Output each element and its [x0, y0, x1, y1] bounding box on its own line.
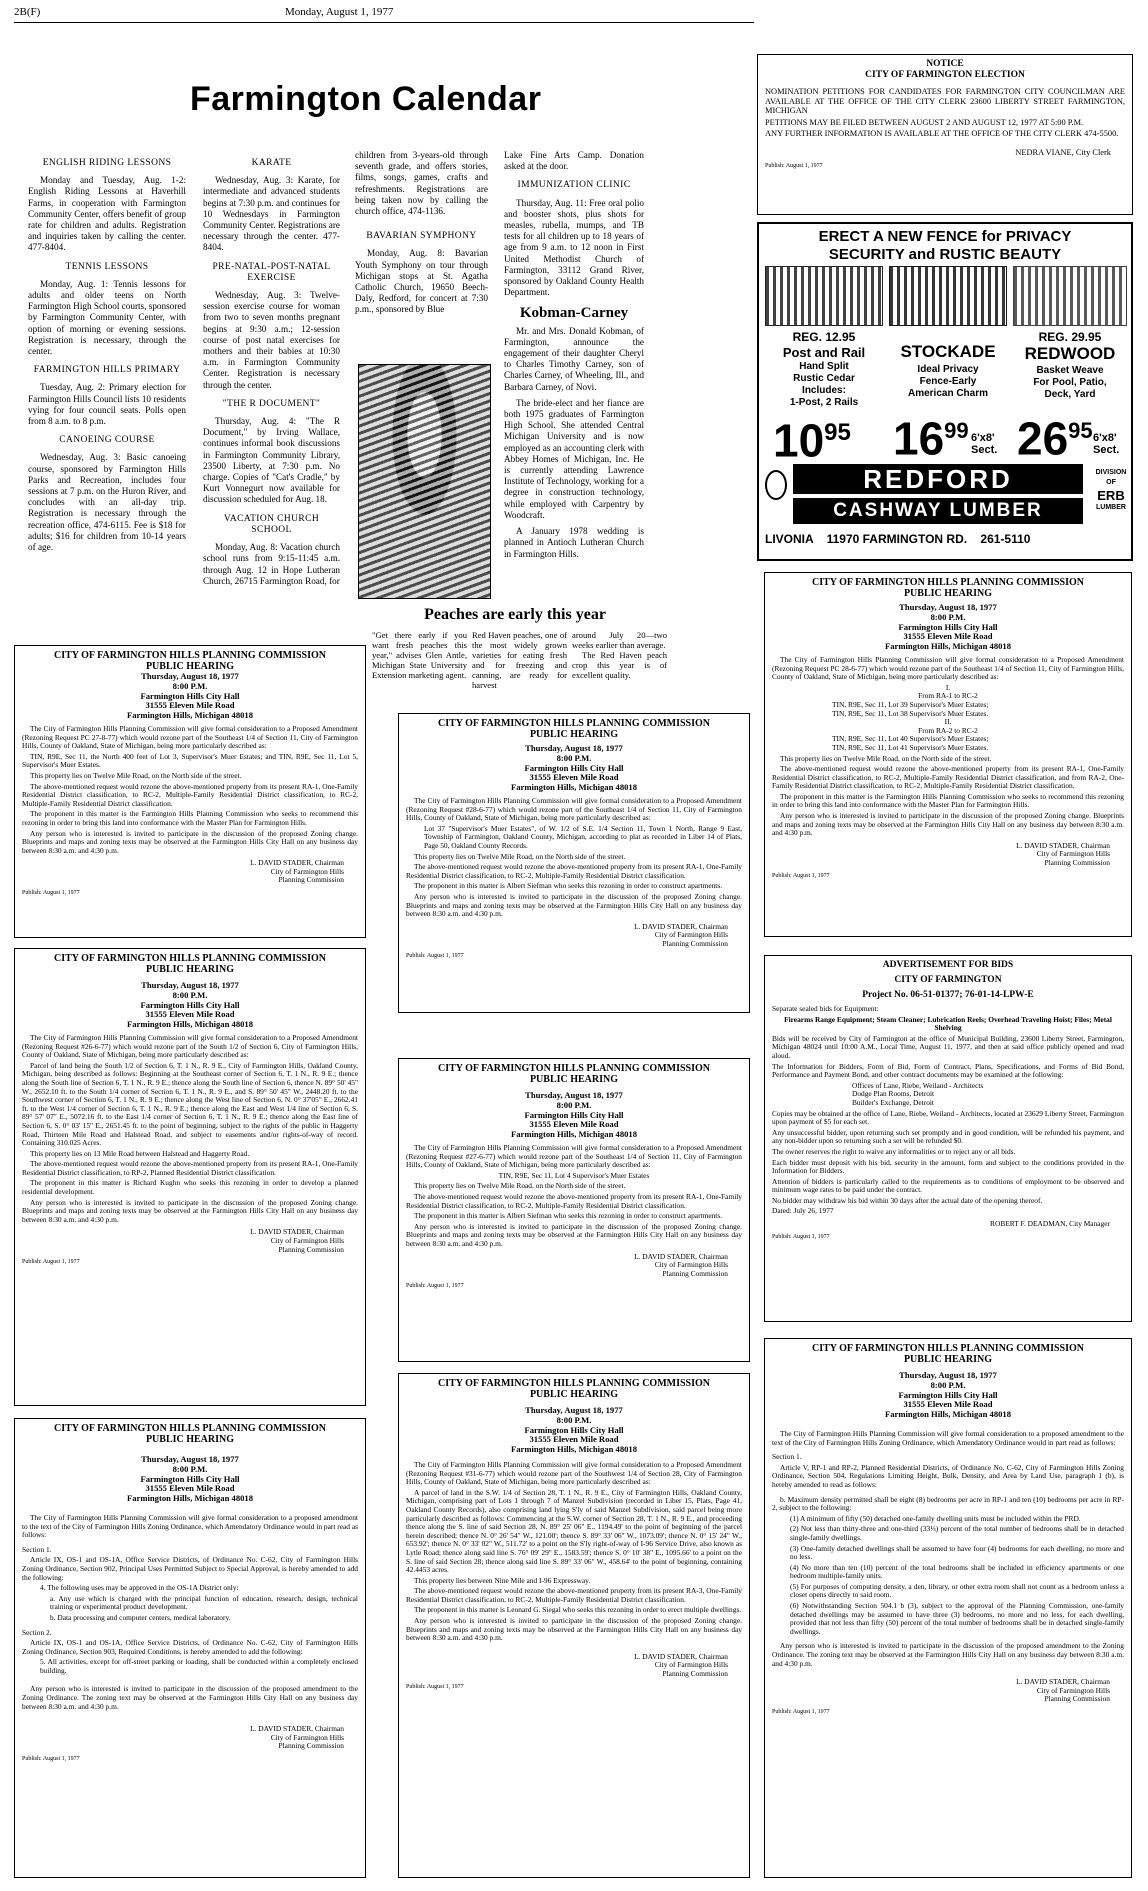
bids-p5: Any unsuccessful bidder, upon returning such set promptly and in good condition, will be refunded his payment, and any non-bidder upon so returning such a set will be refunded $0.	[772, 1127, 1124, 1146]
ph2-city: Farmington Hills, Michigan 48018	[510, 782, 638, 793]
ph1-sig-2: City of Farmington Hills	[270, 866, 344, 876]
bids-p0b: Firearms Range Equipment; Steam Cleaner; Lubrication Reels; Overhead Traveling Hoist; Files; Metal Shelving	[784, 1014, 1112, 1033]
ph6-p3b: b. Data processing and computer centers, medical laboratory.	[50, 1612, 231, 1622]
item2-size-text: 6'x8'	[971, 432, 995, 444]
ph4-date: Thursday, August 18, 1977	[141, 980, 239, 990]
heading-primary: FARMINGTON HILLS PRIMARY	[33, 365, 181, 376]
ph6-p6: Any person who is interested is invited to participate in the discussion of the proposed amendment to the Zoning Ordinance. The zoning text may be observed at the Farmington Hills City Hall on any business day between 8:30 a.m. and 4:30 p.m.	[22, 1684, 358, 1711]
ph4-signature	[22, 1228, 344, 1254]
ph8-i2: (2) Not less than thirty-three and one-third (33⅓) percent of the total number of bedrooms shall be in detached single-family dwellings.	[790, 1524, 1124, 1542]
ph3-list-1b	[832, 701, 1124, 718]
ph8-p2: Article V, RP-1 and RP-2, Planned Residential Districts, of Ordinance No. C-62, City of Farmington Hills Zoning Ordinance, Section 504, Regulations Limiting Height, Bulk, Density, and Area by Land Use, paragraph 1 (b), is hereby amended to read as follows:	[772, 1462, 1124, 1489]
ad-address-line	[765, 532, 1030, 546]
ph7-sig-1: L. DAVID STADER, Chairman	[634, 1651, 728, 1661]
item2-name: STOCKADE	[900, 342, 996, 361]
brand-subname: CASHWAY LUMBER	[793, 498, 1083, 524]
ad-headline-1: ERECT A NEW FENCE for PRIVACY	[818, 228, 1072, 245]
ph7-time: 8:00 P.M.	[556, 1414, 592, 1425]
item2-price-cents: 99	[944, 418, 969, 443]
ph7-p6: Any person who is interested is invited to participate in the discussion of the proposed Zoning change. Blueprints and maps and zoning texts may be observed at the Farmington Hills City Hall on any business day between 8:30 a.m. and 4:30 p.m.	[406, 1616, 742, 1643]
item3-desc	[1013, 365, 1127, 401]
ad-headline-2: SECURITY and RUSTIC BEAUTY	[828, 246, 1062, 263]
calendar-column-1	[28, 150, 186, 645]
ph7-p2: A parcel of land in the S.W. 1/4 of Section 28, T. 1 N., R. 9 E., City of Farmington Hills, Oakland County, Michigan, comprising part of Lots 1 through 7 of Manzel Subdivision (recorded in Liber 15, Plats, Page 41, Oakland County Records), also comprising land lying S'ly of said Manzel Subdivision, said parcel being more particularly described as follows: Commencing at the S.W. corner of Section 28, T. 1 N., R. 9 E., and proceeding thence along the S. line of said Section 28, N. 89° 25' 06" E., 1194.49' to the point of beginning of the parcel herein described; thence N. 0° 26' 54" W., 121.00'; thence S. 89° 33' 06" W., 1073.09'; thence N. 0° 15' 24" W., 653.92'; thence N. 0° 33' 02" W., 511.72' to a point on the S'ly right-of-way of I-96 Service Drive, also known as Lytle Road; thence along said line S. 76° 09' 29" E., 1583.59'; thence S. 0° 10' 38" E., 1095.66' to a point on the S. line of said Section 28; thence along said line S. 89° 33' 06" W., 458.64' to the point of beginning, containing 42.4453 acres.	[406, 1487, 742, 1575]
heading-tennis: TENNIS LESSONS	[65, 261, 149, 272]
heading-bavarian: BAVARIAN SYMPHONY	[366, 231, 477, 242]
bids-p4: Copies may be obtained at the office of Lane, Riebe, Weiland - Architects, located at 23629 Liberty Street, Farmington upon payment of $5 for each set.	[772, 1108, 1124, 1127]
stockade-picture	[889, 266, 1007, 326]
item3-desc-2: For Pool, Patio,	[1033, 377, 1107, 388]
item-prenatal: Wednesday, Aug. 3: Twelve-session exercise course for woman from two to seven months pregnant begins at 9:30 a.m.; 12-session course of post natal exercises for mothers and their babies at 10:30 a.m. in Farmington Community Center. Registration is necessary through the center.	[203, 290, 340, 390]
ph2-sig-2: City of Farmington Hills	[654, 930, 728, 940]
ph1-subtitle: PUBLIC HEARING	[145, 661, 235, 672]
item1-desc-3: Includes:	[802, 385, 846, 396]
ph2-sig-1: L. DAVID STADER, Chairman	[634, 921, 728, 931]
ph8-sig-2: City of Farmington Hills	[1036, 1685, 1110, 1695]
calendar-column-2	[203, 150, 340, 645]
ph2-signature	[406, 923, 728, 949]
bids-p1: Bids will be received by City of Farmington at the office of Municipal Building, 23600 Liberty Street, Farmington, Michigan 48024 until 10:00 A.M., Local Time, August 11, 1977, and then at said office publicly opened and read aloud.	[772, 1033, 1124, 1060]
ph7-publish: Publish: August 1, 1977	[406, 1683, 464, 1690]
engagement-photo	[358, 364, 491, 599]
ph8-i4: (4) No more than ten (10) percent of the total bedrooms shall be included in efficiency apartments or one bedroom multiple-family units.	[790, 1562, 1124, 1581]
ph1-p2: TIN, R9E, Sec 11, the North 400 feet of Lot 3, Supervisor's Muer Estates; and TIN, R9E, Sec 11, Lot 5, Supervisor's Muer Estates.	[22, 751, 358, 770]
ph8-sig-1: L. DAVID STADER, Chairman	[1016, 1677, 1110, 1687]
item3-desc-1: Basket Weave	[1036, 365, 1104, 376]
item2-desc-1: Ideal Privacy	[917, 364, 979, 375]
ph6-p2: Article IX, OS-1 and OS-1A, Office Service Districts, of Ordinance No. C-62, City of Farmington Hills Zoning Ordinance, Section 902, Principal Uses Permitted Subject to Special Approval, is hereby amended to add the following:	[22, 1555, 358, 1582]
ph4-subtitle: PUBLIC HEARING	[145, 964, 235, 975]
ph5-publish: Publish: August 1, 1977	[406, 1283, 464, 1290]
item1-price-dollars: 10	[773, 414, 825, 464]
division-1: DIVISION	[1095, 469, 1127, 476]
ph8-title: CITY OF FARMINGTON HILLS PLANNING COMMISSION	[812, 1343, 1084, 1354]
item1-desc	[765, 361, 883, 409]
ph6-subtitle: PUBLIC HEARING	[145, 1434, 235, 1445]
ph4-p3: This property lies on 13 Mile Road between Halstead and Haggerty Road.	[30, 1148, 250, 1158]
item3-size	[1093, 432, 1119, 456]
heading-vbs: VACATION CHURCH SCHOOL	[223, 513, 320, 535]
public-hearing-7	[398, 1373, 750, 1878]
ph3-p3: This property lies on Twelve Mile Road, on the North side of the street.	[780, 753, 992, 763]
peaches-headline: Peaches are early this year	[424, 606, 606, 623]
ph6-place: Farmington Hills City Hall	[140, 1473, 240, 1484]
item2-price	[893, 408, 969, 461]
ph6-p5: 5. All activities, except for off-street parking or loading, shall be conducted within a completely enclosed building.	[40, 1657, 358, 1675]
ph2-p2: Lot 37 "Supervisor's Muer Estates", of W. 1/2 of S.E. 1/4 Section 11, Town 1 North, Range 9 East, Township of Farmington, Oakland County, Michigan, according to plat as recorded in Liber 14 of Plats, Page 50, Oakland County Records.	[424, 823, 742, 850]
heading-kobman-carney: Kobman-Carney	[519, 305, 629, 322]
item3-desc-3: Deck, Yard	[1044, 389, 1096, 400]
ph4-sig-3: Planning Commission	[278, 1244, 344, 1254]
ph3-p6: Any person who is interested is invited to participate in the discussion of the proposed Zoning change. Blueprints and maps and zoning texts may be observed at the Farmington Hills City Hall on any business day between 8:30 a.m. and 4:30 p.m.	[772, 811, 1124, 838]
bids-locations	[852, 1082, 1124, 1108]
ph3-p4: The above-mentioned request would rezone the above-mentioned property from its present RA-1, One-Family Residential District classification, to RC-2, Multiple-Family Residential District classification, and from RA-2, One-Family Residential District classification, to RC-2, Multiple-Family Residential District classification.	[772, 764, 1124, 791]
ph5-p4: The above-mentioned request would rezone the above-mentioned property from its present RA-1, One-Family Residential District classification, to RC-2, Multiple-Family Residential District classification.	[406, 1191, 742, 1210]
ph4-p2: Parcel of land being the South 1/2 of Section 6, T. 1 N., R. 9 E., City of Farmington Hills, Oakland County, Michigan, being described as follows: Beginning at the Southeast corner of Section 6, T. 1 N., R. 9 E.; thence along the South line of Section 6, T. 1 N., R. 9 E.; thence along the South line of Section 6, thence N. 89° 50' 45" W., 2652.10 ft. to the South 1/4 corner of Section 6, T. 1 N., R. 9 E., and S. 89° 50' 45" W., 2448.20 ft. to the Southwest corner of Section 6, T. 1 N., R. 9 E.; thence along the West line of Section 6, N. 0° 37'05" E., 2662.41 ft. to the West 1/4 corner of Section 6, T. 1 N., R. 9 E.; thence along the East and West 1/4 line of Section 6, S. 89° 57' 07" E., 5072.16 ft. to the East 1/4 corner of Section 6, T. 1 N., R. 9 E.; thence along the East line of Section 6, S. 0° 03' 15" E., 2651.45 ft. to the point of beginning, subject to the rights of the public in Haggerty Road, Thirteen Mile Road and Halstead Road, and subject to easements and/or rights-of-way of record. Containing 310.025 Acres.	[22, 1060, 358, 1148]
ph7-city: Farmington Hills, Michigan 48018	[510, 1444, 638, 1455]
bids-city: CITY OF FARMINGTON	[894, 975, 1002, 985]
public-hearing-3	[764, 572, 1132, 937]
ph7-signature	[406, 1653, 728, 1679]
heading-karate: KARATE	[251, 158, 292, 168]
item1-price	[773, 410, 851, 463]
ph7-p1: The City of Farmington Hills Planning Commission will give formal consideration to a Proposed Amendment (Rezoning Request #31-6-77) which would rezone part of the Southwest 1/4 of Section 28, City of Farmington Hills, County of Oakland, State of Michigan, being more particularly described as:	[406, 1459, 742, 1487]
ph3-sig-1: L. DAVID STADER, Chairman	[1016, 840, 1110, 850]
ph1-sig-3: Planning Commission	[278, 875, 344, 885]
ph2-date: Thursday, August 18, 1977	[525, 743, 623, 753]
ph3-city: Farmington Hills, Michigan 48018	[884, 641, 1012, 652]
ph3-l3: TIN, R9E, Sec 11, Lot 39 Supervisor's Muer Estates;	[832, 699, 989, 709]
item3-price-dollars: 26	[1017, 412, 1069, 462]
notice-title: NOTICE	[926, 59, 964, 69]
ph1-publish: Publish: August 1, 1977	[22, 890, 80, 897]
ph3-l1: I.	[945, 682, 951, 692]
ph3-signature	[772, 842, 1110, 868]
ph2-p1: The City of Farmington Hills Planning Commission will give formal consideration to a Proposed Amendment (Rezoning Request #28-6-77) which would rezone part of the Southeast 1/4 of Section 11, City of Farmington Hills, County of Oakland, State of Michigan, being more particularly described as:	[406, 795, 742, 823]
page-title: Farmington Calendar	[190, 80, 542, 118]
ph5-city: Farmington Hills, Michigan 48018	[510, 1129, 638, 1140]
kobman-paragraph-2: The bride-elect and her fiance are both 1975 graduates of Farmington High School. She attended Central Michigan University and is now employed as an accounting clerk with Abbey Homes of Michigan, Inc. He is currently attending Lawrence Institute of Technology, working for a degree in construction technology, while employed with Carpentry by Woodcraft.	[504, 397, 644, 520]
item1-reg-price: REG. 12.95	[792, 330, 856, 344]
ph8-i6: (6) Notwithstanding Section 504.1 b (3), subject to the approval of the Planning Commission, one-family detached dwellings may be assumed to have three (3) bedrooms, no more and no less, for each dwelling, provided that not less than fifty (50) percent of the total number of bedrooms shall be in detached single-family dwellings.	[790, 1601, 1124, 1636]
item-rdoc: Thursday, Aug. 4: "The R Document," by Irving Wallace, continues informal book discussions in Farmington Community Library, 23500 Liberty, at 7:30 p.m. No charge. Copies of "Cat's Cradle," by Kurt Vonnegurt now available for discussion scheduled for Aug. 18.	[203, 416, 340, 505]
ph7-sig-2: City of Farmington Hills	[654, 1660, 728, 1670]
bids-signature: ROBERT F. DEADMAN, City Manager	[990, 1219, 1110, 1229]
item2-desc-3: American Charm	[907, 388, 989, 399]
ph1-p5: The proponent in this matter is the Farmington Hills Planning Commission who seeks to recommend this rezoning in order to bring this land into conformance with the Master Plan for Farmington Hills.	[22, 809, 358, 827]
ph8-s1: Section 1.	[772, 1452, 802, 1462]
ph7-street: 31555 Eleven Mile Road	[529, 1434, 619, 1445]
ph8-signature	[772, 1678, 1110, 1704]
item1-price-cents: 95	[824, 419, 851, 446]
ph4-place: Farmington Hills City Hall	[140, 999, 240, 1010]
item-bavarian-cont: Lake Fine Arts Camp. Donation asked at the door.	[504, 150, 644, 172]
ph3-l8: TIN, R9E, Sec 11, Lot 41 Supervisor's Muer Estates.	[832, 742, 989, 752]
ph7-p5: The proponent in this matter is Leonard G. Siegal who seeks this rezoning in order to erect multiple dwellings.	[414, 1605, 742, 1615]
ph6-p3a: a. Any use which is charged with the principal function of education, research, design, technical training or experimental product development.	[50, 1593, 358, 1612]
ph3-subtitle: PUBLIC HEARING	[903, 588, 993, 599]
ph4-p4: The above-mentioned request would rezone the above-mentioned property from its present RA-1, One-Family Residential District classification, to RP-2, Planned Residential District classification.	[22, 1159, 358, 1177]
bids-p10: Dated: July 26, 1977	[772, 1206, 834, 1216]
ph1-signature	[22, 859, 344, 885]
ph8-sig-3: Planning Commission	[1044, 1694, 1110, 1704]
item-primary: Tuesday, Aug. 2: Primary election for Farmington Hills Council lists 10 residents vying for four council seats. Polls open from 8 a.m. to 8 p.m.	[28, 382, 186, 427]
ph8-date: Thursday, August 18, 1977	[899, 1370, 997, 1380]
ph4-street: 31555 Eleven Mile Road	[145, 1009, 235, 1020]
ph5-date: Thursday, August 18, 1977	[525, 1090, 623, 1100]
ph3-title: CITY OF FARMINGTON HILLS PLANNING COMMISSION	[812, 577, 1084, 588]
ph7-subtitle: PUBLIC HEARING	[529, 1389, 619, 1400]
ph4-city: Farmington Hills, Michigan 48018	[126, 1019, 254, 1030]
ad-phone: 261-5110	[980, 532, 1031, 546]
heading-canoe: CANOEING COURSE	[59, 435, 155, 446]
page-number: 2B(F)	[14, 6, 41, 18]
item2-size	[971, 432, 997, 456]
ph7-p3: This property lies between Nine Mile and I-96 Expressway.	[414, 1575, 591, 1585]
ph8-i1: (1) A minimum of fifty (50) detached one-family dwelling units must be included within the PRD.	[790, 1513, 1081, 1523]
ph8-p3: b. Maximum density permitted shall be eight (8) bedrooms per acre in RP-1 and ten (10) bedrooms per acre in RP-2, subject to the following:	[772, 1494, 1124, 1513]
notice-publish: Publish: August 1, 1977	[765, 162, 823, 169]
division-label	[1089, 468, 1133, 513]
public-hearing-4	[14, 948, 366, 1406]
item1-desc-4: 1-Post, 2 Rails	[789, 397, 859, 408]
bids-loc-1: Offices of Lane, Riebe, Weiland - Architects	[852, 1080, 984, 1090]
ph4-publish: Publish: August 1, 1977	[22, 1259, 80, 1266]
item2-desc-2: Fence-Early	[919, 376, 977, 387]
ph5-title: CITY OF FARMINGTON HILLS PLANNING COMMISSION	[438, 1063, 710, 1074]
ph6-date: Thursday, August 18, 1977	[141, 1454, 239, 1464]
ph6-p4: Article IX, OS-1 and OS-1A, Office Service Districts, of Ordinance No. C-62, City of Farmington Hills Zoning Ordinance, Section 903, Required Conditions, is hereby amended to add the following:	[22, 1638, 358, 1656]
ph8-i3: (3) One-family detached dwellings shall be assumed to have four (4) bedrooms for each dwelling, no more and no less.	[790, 1543, 1124, 1562]
public-hearing-5	[398, 1058, 750, 1362]
division-4: LUMBER	[1096, 504, 1126, 511]
kobman-paragraph-1: Mr. and Mrs. Donald Kobman, of Farmington, announce the engagement of their daughter Cheryl to Charles Timothy Carney, son of Charles Carney, of Wheeling, Ill., and Barbara Carney, of Novi.	[504, 325, 644, 392]
peaches-col-3b: The Red Haven peach crop this year is of excellent quality.	[572, 650, 667, 680]
ph4-p6: Any person who is interested is invited to participate in the discussion of the proposed Zoning change. Blueprints and maps and zoning texts may be observed at the Farmington Hills City Hall on any business day between 8:30 a.m. and 4:30 p.m.	[22, 1197, 358, 1224]
bids-loc-3: Builder's Exchange, Detroit	[852, 1097, 934, 1107]
ph6-time: 8:00 P.M.	[172, 1463, 208, 1474]
ph1-city: Farmington Hills, Michigan 48018	[126, 710, 254, 721]
ph1-title: CITY OF FARMINGTON HILLS PLANNING COMMISSION	[54, 650, 326, 661]
ph7-title: CITY OF FARMINGTON HILLS PLANNING COMMISSION	[438, 1378, 710, 1389]
ph6-street: 31555 Eleven Mile Road	[145, 1483, 235, 1494]
ph6-publish: Publish: August 1, 1977	[22, 1756, 80, 1763]
ph7-date: Thursday, August 18, 1977	[525, 1405, 623, 1415]
ph7-sig-3: Planning Commission	[662, 1669, 728, 1679]
ph3-p1: The City of Farmington Hills Planning Commission will give formal consideration to a Proposed Amendment (Rezoning Request PC 28-6-77) which would rezone part of the Southeast 1/4 of Section 11, City of Farmington Hills, County of Oakland, State of Michigan, being more particularly described as:	[772, 654, 1124, 682]
ph3-l5: II.	[944, 717, 952, 727]
ph4-p1: The City of Farmington Hills Planning Commission will give formal consideration to a Proposed Amendment (Rezoning Request #26-6-77) which would rezone part of the South 1/2 of Section 6, City of Farmington Hills, County of Oakland, State of Michigan, being more particularly described as:	[22, 1032, 358, 1060]
bids-project: Project No. 06-51-01377; 76-01-14-LPW-E	[862, 990, 1034, 1000]
item-riding: Monday and Tuesday, Aug. 1-2: English Riding Lessons at Haverhill Farms, in cooperation with Farmington Community Center, offers benefit of group rate for children and adults. Registration and inquiries taken by calling the center. 477-8404.	[28, 175, 186, 253]
item3-name: REDWOOD	[1024, 344, 1116, 363]
notice-p3: ANY FURTHER INFORMATION IS AVAILABLE AT THE OFFICE OF THE CITY CLERK 474-5500.	[765, 129, 1119, 139]
peaches-col-2: Red Haven peaches, one of the most widely grown varieties for eating fresh and for freezing and canning, are ready for harvest	[472, 630, 567, 690]
heading-riding: ENGLISH RIDING LESSONS	[42, 158, 172, 168]
notice-p1: NOMINATION PETITIONS FOR CANDIDATES FOR FARMINGTON CITY COUNCILMAN ARE AVAILABLE AT THE OFFICE OF THE CITY CLERK 23600 LIBERTY STREET FARMINGTON, MICHIGAN	[765, 87, 1125, 116]
ph5-p6: Any person who is interested is invited to participate in the discussion of the proposed Zoning change. Blueprints and maps and zoning texts may be observed at the Farmington Hills City Hall on any business day between 8:30 a.m. and 4:30 p.m.	[406, 1221, 742, 1248]
ph5-sig-1: L. DAVID STADER, Chairman	[634, 1251, 728, 1261]
ph3-sig-2: City of Farmington Hills	[1036, 849, 1110, 859]
ph2-p6: Any person who is interested is invited to participate in the discussion of the proposed Zoning change. Blueprints and maps and zoning texts may be observed at the Farmington Hills City Hall on any business day between 8:30 a.m. and 4:30 p.m.	[406, 891, 742, 919]
ad-city: LIVONIA	[765, 532, 814, 546]
bids-p6: The owner reserves the right to waive any informalities or to reject any or all bids.	[772, 1146, 1016, 1156]
ph2-time: 8:00 P.M.	[556, 752, 592, 763]
ph6-p1: The City of Farmington Hills Planning Commission will give formal consideration to a proposed amendment to the text of the City of Farmington Hills Zoning Ordinance, which Amendatory Ordinance would in part read as follows:	[22, 1512, 358, 1540]
item-vbs: Monday, Aug. 8: Vacation church school runs from 9:15-11:45 a.m. through Aug. 12 in Hope Lutheran Church, 26715 Farmington Road, for	[203, 542, 340, 586]
fence-advertisement	[757, 222, 1133, 561]
item-tennis: Monday, Aug. 1: Tennis lessons for adults and older teens on North Farmington High School courts, sponsored by Farmington Community Center, with option of morning or evening sessions. Registration is necessary, through the center.	[28, 278, 186, 357]
ph2-p3: This property lies on Twelve Mile Road, on the North side of the street.	[414, 851, 626, 861]
ph4-p5: The proponent in this matter is Richard Kughn who seeks this rezoning in order to develop a planned residential development.	[22, 1178, 358, 1197]
item3-reg-price: REG. 29.95	[1038, 330, 1102, 344]
ph3-place: Farmington Hills City Hall	[898, 621, 998, 632]
ph5-subtitle: PUBLIC HEARING	[529, 1074, 619, 1085]
ad-address: 11970 FARMINGTON RD.	[826, 532, 968, 546]
ph6-s2: Section 2.	[22, 1627, 52, 1637]
page-date: Monday, August 1, 1977	[285, 6, 394, 18]
item3-price-cents: 95	[1068, 418, 1093, 443]
ph1-time: 8:00 P.M.	[172, 680, 208, 691]
ph6-sig-1: L. DAVID STADER, Chairman	[250, 1724, 344, 1734]
redwood-picture	[1013, 266, 1127, 326]
ph5-place: Farmington Hills City Hall	[524, 1109, 624, 1120]
ph6-s1: Section 1.	[22, 1544, 52, 1554]
ph1-sig-1: L. DAVID STADER, Chairman	[250, 858, 344, 868]
ph5-p5: The proponent in this matter is Albert Siefman who seeks this rezoning in order to construct apartments.	[414, 1211, 723, 1221]
ph4-sig-1: L. DAVID STADER, Chairman	[250, 1227, 344, 1237]
ph3-l2: From RA-1 to RC-2	[918, 691, 978, 701]
ph5-p3: This property lies on Twelve Mile Road, on the North side of the street.	[414, 1181, 626, 1191]
ph2-p5: The proponent in this matter is Albert Siefman who seeks this rezoning in order to construct apartments.	[414, 881, 723, 891]
ph1-p6: Any person who is interested is invited to participate in the discussion of the proposed Zoning change. Blueprints and maps and zoning texts may be observed at the Farmington Hills City Hall on any business day between 8:30 a.m. and 4:30 p.m.	[22, 828, 358, 855]
heading-rdoc: "THE R DOCUMENT"	[222, 398, 321, 409]
ph7-p4: The above-mentioned request would rezone the above-mentioned property from its present RA-3, One-Family Residential District classification, to RC-2, Multiple-Family Residential District classification.	[406, 1586, 742, 1604]
ph5-signature	[406, 1253, 728, 1279]
ph3-p5: The proponent in this matter is the Farmington Hills Planning Commission who seeks to recommend this rezoning in order to bring this land into conformance with the Master Plan for Farmington Hills.	[772, 791, 1124, 810]
bids-title: ADVERTISEMENT FOR BIDS	[882, 960, 1014, 970]
ph2-sig-3: Planning Commission	[662, 938, 728, 948]
item-vbs-cont: children from 3-years-old through seventh grade, and offers stories, films, songs, games, crafts and refreshments. Registrations are being taken now by calling the church office, 474-1136.	[355, 150, 488, 217]
ph8-i5: (5) For purposes of computing density, a den, library, or other extra room shall not count as a bedroom unless a closet opens directly to said room.	[790, 1581, 1124, 1600]
ph3-publish: Publish: August 1, 1977	[772, 872, 830, 879]
item1-name: Post and Rail	[782, 345, 866, 360]
ph5-sig-3: Planning Commission	[662, 1268, 728, 1278]
item2-desc	[889, 364, 1007, 400]
ph5-p1: The City of Farmington Hills Planning Commission will give formal consideration to a Proposed Amendment (Rezoning Request #27-6-77) which would rezone part of the Southeast 1/4 of Section 11, City of Farmington Hills, County of Oakland, State of Michigan, being more particularly described as:	[406, 1142, 742, 1170]
lumber-logo-icon	[765, 470, 787, 500]
ph6-city: Farmington Hills, Michigan 48018	[126, 1493, 254, 1504]
brand-name: REDFORD	[793, 464, 1083, 494]
division-3: ERB	[1097, 488, 1125, 503]
public-hearing-8	[764, 1338, 1132, 1878]
peaches-col-1: "Get there early if you want fresh peaches this year," advises Glen Antle, Michigan State University Extension marketing agent.	[372, 630, 467, 680]
ph3-l6: From RA-2 to RC-2	[918, 725, 978, 735]
ph6-sig-3: Planning Commission	[278, 1741, 344, 1751]
item3-price	[1017, 408, 1093, 461]
ph3-date: Thursday, August 18, 1977	[899, 602, 997, 612]
peaches-col-3a: around July 20—two weeks earlier than average.	[572, 630, 667, 650]
bids-publish: Publish: August 1, 1977	[772, 1233, 830, 1240]
ph7-place: Farmington Hills City Hall	[524, 1424, 624, 1435]
item-immunization: Thursday, Aug. 11: Free oral polio and booster shots, plus shots for measles, rubella, mumps, and TB tests for all children up to 18 years of age from 9 a.m. to 12 noon in First United Methodist Church of Farmington, 33112 Grand River, sponsored by Oakland County Health Department.	[504, 197, 644, 298]
public-hearing-2	[398, 713, 750, 1013]
item1-desc-1: Hand Split	[799, 361, 849, 372]
item3-sect: Sect.	[1093, 444, 1120, 456]
ph4-sig-2: City of Farmington Hills	[270, 1236, 344, 1246]
ph3-list-2b	[832, 735, 1124, 752]
ph3-l4: TIN, R9E, Sec 11, Lot 38 Supervisor's Muer Estates.	[832, 708, 989, 718]
ph5-p2: TIN, R9E, Sec 11, Lot 4 Supervisor's Muer Estates	[498, 1170, 650, 1180]
ph3-l7: TIN, R9E, Sec 11, Lot 40 Supervisor's Muer Estates;	[832, 734, 989, 744]
ph2-title: CITY OF FARMINGTON HILLS PLANNING COMMISSION	[438, 718, 710, 729]
bids-loc-2: Dodge Plan Rooms, Detroit	[852, 1089, 935, 1099]
ph8-street: 31555 Eleven Mile Road	[903, 1399, 993, 1410]
ph8-city: Farmington Hills, Michigan 48018	[884, 1409, 1012, 1420]
ph3-street: 31555 Eleven Mile Road	[903, 631, 993, 642]
ph1-place: Farmington Hills City Hall	[140, 690, 240, 701]
ph6-sig-2: City of Farmington Hills	[270, 1732, 344, 1742]
item1-desc-2: Rustic Cedar	[793, 373, 855, 384]
ph6-p3: 4. The following uses may be approved in the OS-1A District only:	[40, 1583, 239, 1593]
calendar-column-4	[504, 150, 644, 600]
ph1-date: Thursday, August 18, 1977	[141, 671, 239, 681]
ph5-sig-2: City of Farmington Hills	[654, 1260, 728, 1270]
ph1-p3: This property lies on Twelve Mile Road, on the North side of the street.	[30, 770, 242, 780]
ph2-publish: Publish: August 1, 1977	[406, 953, 464, 960]
item-karate: Wednesday, Aug. 3: Karate, for intermediate and advanced students begins at 7:30 p.m. and continues for 10 Wednesdays in Farmington Community Center. Registrations are necessary through the center. 477-8404.	[203, 175, 340, 253]
notice-signature: NEDRA VIANE, City Clerk	[1015, 147, 1111, 157]
notice-p2: PETITIONS MAY BE FILED BETWEEN AUGUST 2 AND AUGUST 12, 1977 AT 5:00 P.M.	[765, 117, 1084, 127]
ph6-signature	[22, 1725, 344, 1751]
item2-price-dollars: 16	[893, 412, 945, 462]
notice-city-election	[757, 54, 1133, 215]
notice-subtitle: CITY OF FARMINGTON ELECTION	[865, 70, 1025, 80]
header-rule	[14, 22, 754, 23]
ph1-street: 31555 Eleven Mile Road	[145, 700, 235, 711]
bids-p0: Separate sealed bids for Equipment:	[772, 1004, 879, 1013]
ph8-place: Farmington Hills City Hall	[898, 1389, 998, 1400]
ph4-title: CITY OF FARMINGTON HILLS PLANNING COMMISSION	[54, 953, 326, 964]
item-canoe: Wednesday, Aug. 3: Basic canoeing course, sponsored by Farmington Hills Parks and Recreation, includes four sessions at 7 p.m. on the Huron River, and concludes with an all-day trip. Registration is necessary through the recreation office, 474-6115. Fee is $18 for adults; $16 for children from 10-14 years of age.	[28, 452, 186, 553]
advertisement-for-bids	[764, 955, 1132, 1322]
item-bavarian: Monday, Aug. 8: Bavarian Youth Symphony on tour through Michigan stops at St. Agatha Catholic Church, 19650 Beech-Daly, Redford, for concert at 7:30 p.m., sponsored by Blue	[355, 248, 488, 315]
bids-p9: No bidder may withdraw his bid within 30 days after the actual date of the opening thereof.	[772, 1195, 1043, 1205]
bids-p7: Each bidder must deposit with his bid, security in the amount, form and subject to the conditions provided in the Information for Bidders.	[772, 1157, 1124, 1176]
ph5-time: 8:00 P.M.	[556, 1099, 592, 1110]
ph6-title: CITY OF FARMINGTON HILLS PLANNING COMMISSION	[54, 1423, 326, 1434]
public-hearing-6	[14, 1418, 366, 1878]
ph3-sig-3: Planning Commission	[1044, 858, 1110, 868]
item3-size-text: 6'x8'	[1093, 432, 1117, 444]
ph2-place: Farmington Hills City Hall	[524, 762, 624, 773]
ph8-subtitle: PUBLIC HEARING	[903, 1354, 993, 1365]
kobman-paragraph-3: A January 1978 wedding is planned in Antioch Lutheran Church in Farmington Hills.	[504, 526, 644, 559]
ph1-p4: The above-mentioned request would rezone the above-mentioned property from its present RA-1, One-Family Residential District classification, to RC-2, Multiple-Family Residential District classification, to RC-2, Multiple-Family Residential District classification.	[22, 781, 358, 808]
ph8-p1: The City of Farmington Hills Planning Commission will give formal consideration to a proposed amendment to the text of the City of Farmington Hills Zoning Ordinance, which Amendatory Ordinance would in part read as follows:	[772, 1428, 1124, 1447]
peaches-col-3	[572, 630, 667, 698]
calendar-column-3	[355, 150, 488, 365]
ph3-time: 8:00 P.M.	[930, 611, 966, 622]
heading-prenatal: PRE-NATAL-POST-NATAL EXERCISE	[212, 261, 331, 283]
ph8-p6: Any person who is interested is invited to participate in the discussion of the proposed amendment to the Zoning Ordinance. The zoning text may be observed at the Farmington Hills City Hall on any business day between 8:30 a.m. and 4:30 p.m.	[772, 1641, 1124, 1668]
item2-sect: Sect.	[971, 444, 998, 456]
division-2: OF	[1106, 479, 1116, 486]
ph3-list-1	[772, 684, 1124, 701]
ph4-time: 8:00 P.M.	[172, 989, 208, 1000]
ph5-street: 31555 Eleven Mile Road	[529, 1119, 619, 1130]
ph1-p1: The City of Farmington Hills Planning Commission will give formal consideration to a Proposed Amendment (Rezoning Request PC 27-8-77) which would rezone part of the Southeast 1/4 of Section 11, City of Farmington Hills, County of Oakland, State of Michigan, being more particularly described as:	[22, 723, 358, 751]
ph8-time: 8:00 P.M.	[930, 1379, 966, 1390]
public-hearing-1	[14, 645, 366, 938]
post-rail-picture	[765, 266, 883, 326]
ph2-street: 31555 Eleven Mile Road	[529, 772, 619, 783]
ph3-list-2	[772, 718, 1124, 735]
ph2-p4: The above-mentioned request would rezone the above-mentioned property from its present RA-1, One-Family Residential District classification, to RC-2, Multiple-Family Residential District classification.	[406, 862, 742, 880]
bids-p8: Attention of bidders is particularly called to the requirements as to conditions of employment to be observed and minimum wage rates to be paid under the contract.	[772, 1176, 1124, 1195]
ph8-publish: Publish: August 1, 1977	[772, 1709, 830, 1716]
heading-immunization: IMMUNIZATION CLINIC	[517, 180, 631, 191]
bids-p2: The Information for Bidders, Form of Bid, Form of Contract, Plans, Specifications, and Forms of Bid Bond, Performance and Payment Bond, and other contract documents may be examined at the following:	[772, 1061, 1124, 1080]
ph2-subtitle: PUBLIC HEARING	[529, 729, 619, 740]
